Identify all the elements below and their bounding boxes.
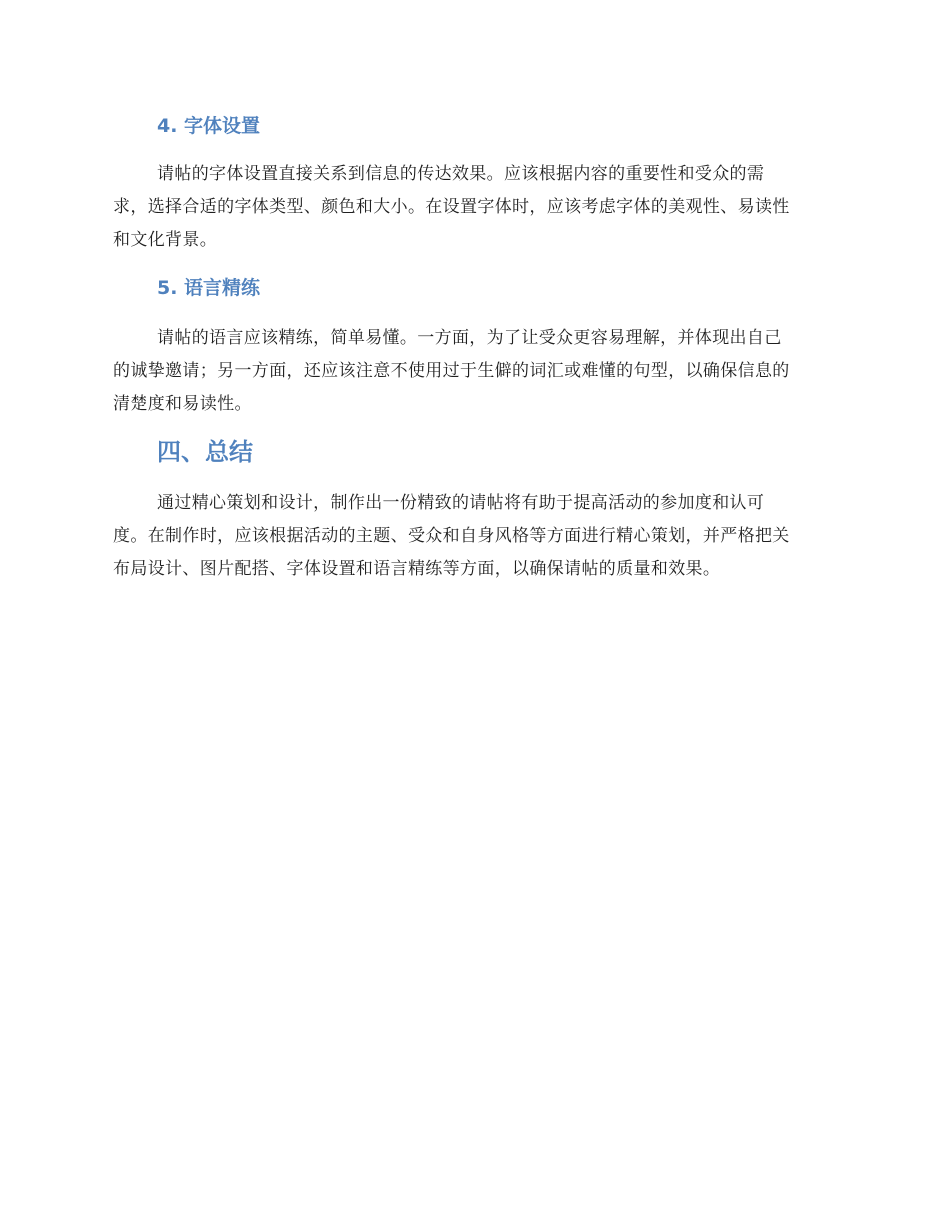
paragraph-line: 请帖的字体设置直接关系到信息的传达效果。应该根据内容的重要性和受众的需 — [157, 164, 765, 184]
paragraph-line: 和文化背景。 — [113, 230, 218, 250]
section-heading-language-refinement: 5. 语言精练 — [157, 277, 261, 299]
paragraph-language-refinement — [113, 322, 839, 421]
paragraph-line: 度。在制作时，应该根据活动的主题、受众和自身风格等方面进行精心策划，并严格把关 — [113, 526, 790, 546]
paragraph-summary — [113, 487, 839, 586]
section-heading-font-settings: 4. 字体设置 — [157, 115, 261, 137]
paragraph-font-settings — [113, 158, 839, 257]
paragraph-line: 通过精心策划和设计，制作出一份精致的请帖将有助于提高活动的参加度和认可 — [157, 493, 765, 513]
paragraph-line: 请帖的语言应该精练，简单易懂。一方面，为了让受众更容易理解，并体现出自己 — [157, 328, 782, 348]
section-heading-summary: 四、总结 — [157, 438, 253, 466]
paragraph-line: 清楚度和易读性。 — [113, 394, 252, 414]
paragraph-line: 求，选择合适的字体类型、颜色和大小。在设置字体时，应该考虑字体的美观性、易读性 — [113, 197, 790, 217]
paragraph-line: 的诚挚邀请；另一方面，还应该注意不使用过于生僻的词汇或难懂的句型，以确保信息的 — [113, 361, 790, 381]
paragraph-line: 布局设计、图片配搭、字体设置和语言精练等方面，以确保请帖的质量和效果。 — [113, 559, 721, 579]
